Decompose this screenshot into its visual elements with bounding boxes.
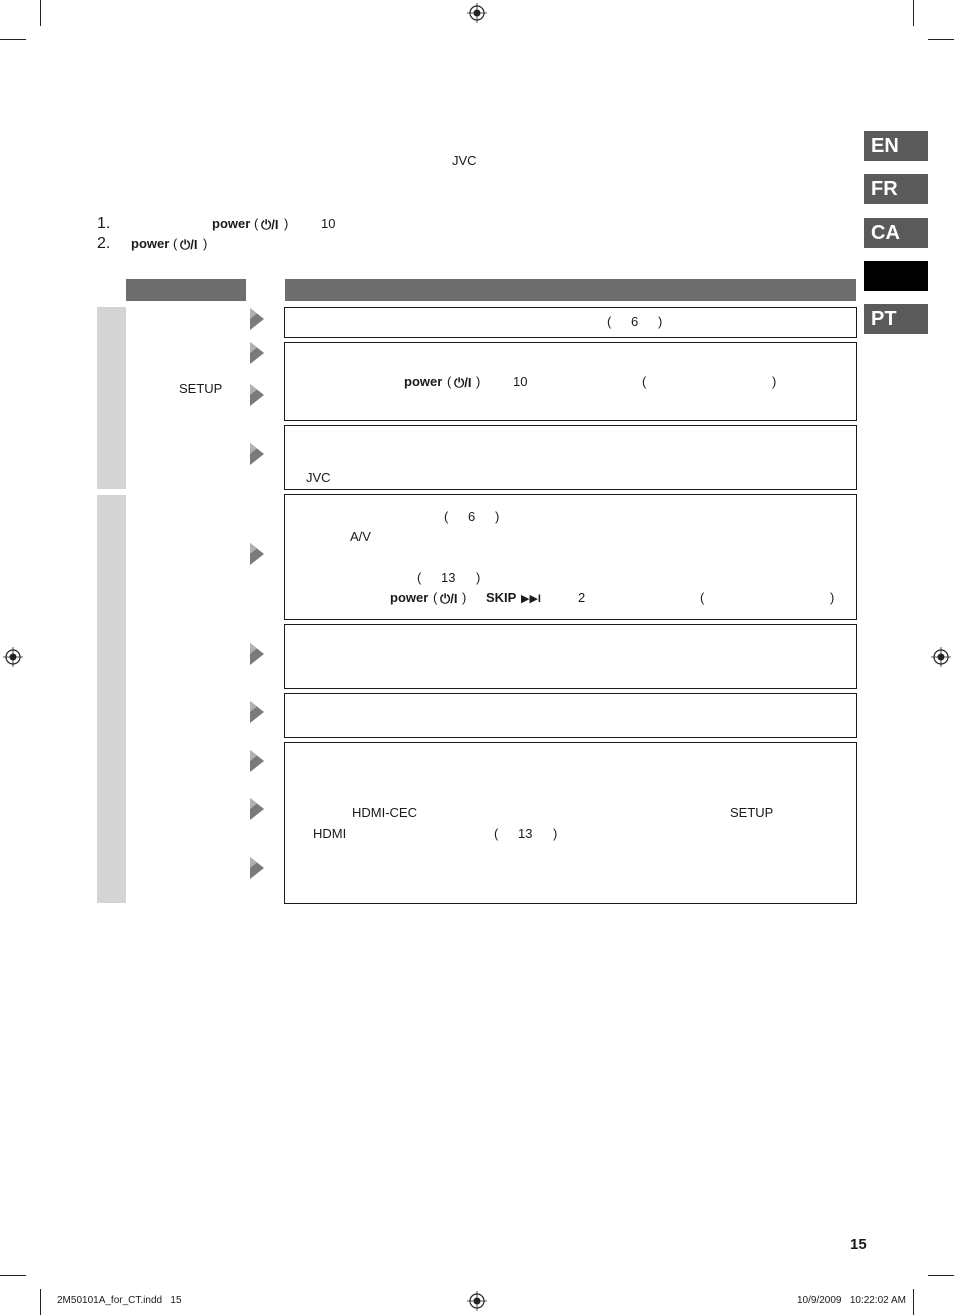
hdmi-label: HDMI <box>313 826 347 841</box>
crop-mark <box>913 1289 914 1315</box>
paren-close: ) <box>476 374 481 389</box>
step-number: 1. <box>97 215 111 232</box>
language-tab-current[interactable] <box>864 261 928 291</box>
arrow-right-icon <box>250 342 264 364</box>
paren-close: ) <box>830 590 835 605</box>
arrow-right-icon <box>250 543 264 565</box>
seconds-value: 2 <box>578 590 586 605</box>
av-label: A/V <box>350 529 371 544</box>
paren-close: ) <box>495 509 500 524</box>
page-reference: 13 <box>518 826 533 841</box>
solution-box-6 <box>284 693 857 738</box>
symptom-label-setup: SETUP <box>179 381 223 396</box>
skip-button-label: SKIP <box>486 590 517 605</box>
paren-open: ( <box>642 374 647 389</box>
paren-open: ( <box>173 236 178 251</box>
seconds-value: 10 <box>513 374 528 389</box>
arrow-right-icon <box>250 643 264 665</box>
paren-open: ( <box>444 509 449 524</box>
seconds-value: 10 <box>321 216 336 231</box>
solution-box-3 <box>284 425 857 490</box>
paren-close: ) <box>203 236 208 251</box>
paren-close: ) <box>284 216 289 231</box>
registration-mark-icon <box>931 647 951 667</box>
setup-label: SETUP <box>730 805 774 820</box>
step-number: 2. <box>97 235 111 252</box>
page-reference: 13 <box>441 570 456 585</box>
power-symbol-icon: ⏻/I <box>261 217 279 232</box>
solution-box-5 <box>284 624 857 689</box>
page-reference: 6 <box>468 509 476 524</box>
power-symbol-icon: ⏻/I <box>454 375 472 390</box>
language-tab-fr[interactable]: FR <box>864 174 928 204</box>
power-button-label: power <box>131 236 170 251</box>
language-tab-en[interactable]: EN <box>864 131 928 161</box>
arrow-right-icon <box>250 857 264 879</box>
group-bar <box>97 307 126 489</box>
arrow-right-icon <box>250 308 264 330</box>
paren-close: ) <box>553 826 558 841</box>
power-symbol-icon: ⏻/I <box>440 591 458 606</box>
power-button-label: power <box>212 216 251 231</box>
crop-mark <box>928 39 954 40</box>
registration-mark-icon <box>467 3 487 23</box>
arrow-right-icon <box>250 384 264 406</box>
crop-mark <box>913 0 914 26</box>
language-tab-pt[interactable]: PT <box>864 304 928 334</box>
registration-mark-icon <box>3 647 23 667</box>
paren-open: ( <box>417 570 422 585</box>
arrow-right-icon <box>250 798 264 820</box>
power-symbol-icon: ⏻/I <box>180 237 198 252</box>
solution-box-4 <box>284 494 857 620</box>
solution-box-1 <box>284 307 857 338</box>
paren-open: ( <box>447 374 452 389</box>
power-button-label: power <box>404 374 443 389</box>
paren-open: ( <box>700 590 705 605</box>
paren-open: ( <box>254 216 259 231</box>
crop-mark <box>0 39 26 40</box>
paren-close: ) <box>658 314 663 329</box>
arrow-right-icon <box>250 701 264 723</box>
table-header-solution <box>285 279 856 301</box>
power-button-label: power <box>390 590 429 605</box>
crop-mark <box>928 1275 954 1276</box>
group-bar <box>97 495 126 903</box>
file-name: 2M50101A_for_CT.indd 15 <box>57 1295 182 1306</box>
page-reference: 6 <box>631 314 639 329</box>
paren-open: ( <box>607 314 612 329</box>
language-tab-ca[interactable]: CA <box>864 218 928 248</box>
arrow-right-icon <box>250 750 264 772</box>
brand-text: JVC <box>452 153 477 168</box>
paren-close: ) <box>772 374 777 389</box>
timestamp: 10/9/2009 10:22:02 AM <box>797 1295 906 1306</box>
paren-close: ) <box>462 590 467 605</box>
paren-open: ( <box>494 826 499 841</box>
paren-open: ( <box>433 590 438 605</box>
registration-mark-icon <box>467 1291 487 1311</box>
brand-text: JVC <box>306 470 331 485</box>
crop-mark <box>0 1275 26 1276</box>
solution-box-7 <box>284 742 857 904</box>
paren-close: ) <box>476 570 481 585</box>
crop-mark <box>40 1289 41 1315</box>
skip-next-icon: ▶▶I <box>521 593 541 605</box>
arrow-right-icon <box>250 443 264 465</box>
page-number: 15 <box>850 1236 867 1253</box>
table-header-symptom <box>126 279 246 301</box>
crop-mark <box>40 0 41 26</box>
hdmi-cec-label: HDMI-CEC <box>352 805 417 820</box>
